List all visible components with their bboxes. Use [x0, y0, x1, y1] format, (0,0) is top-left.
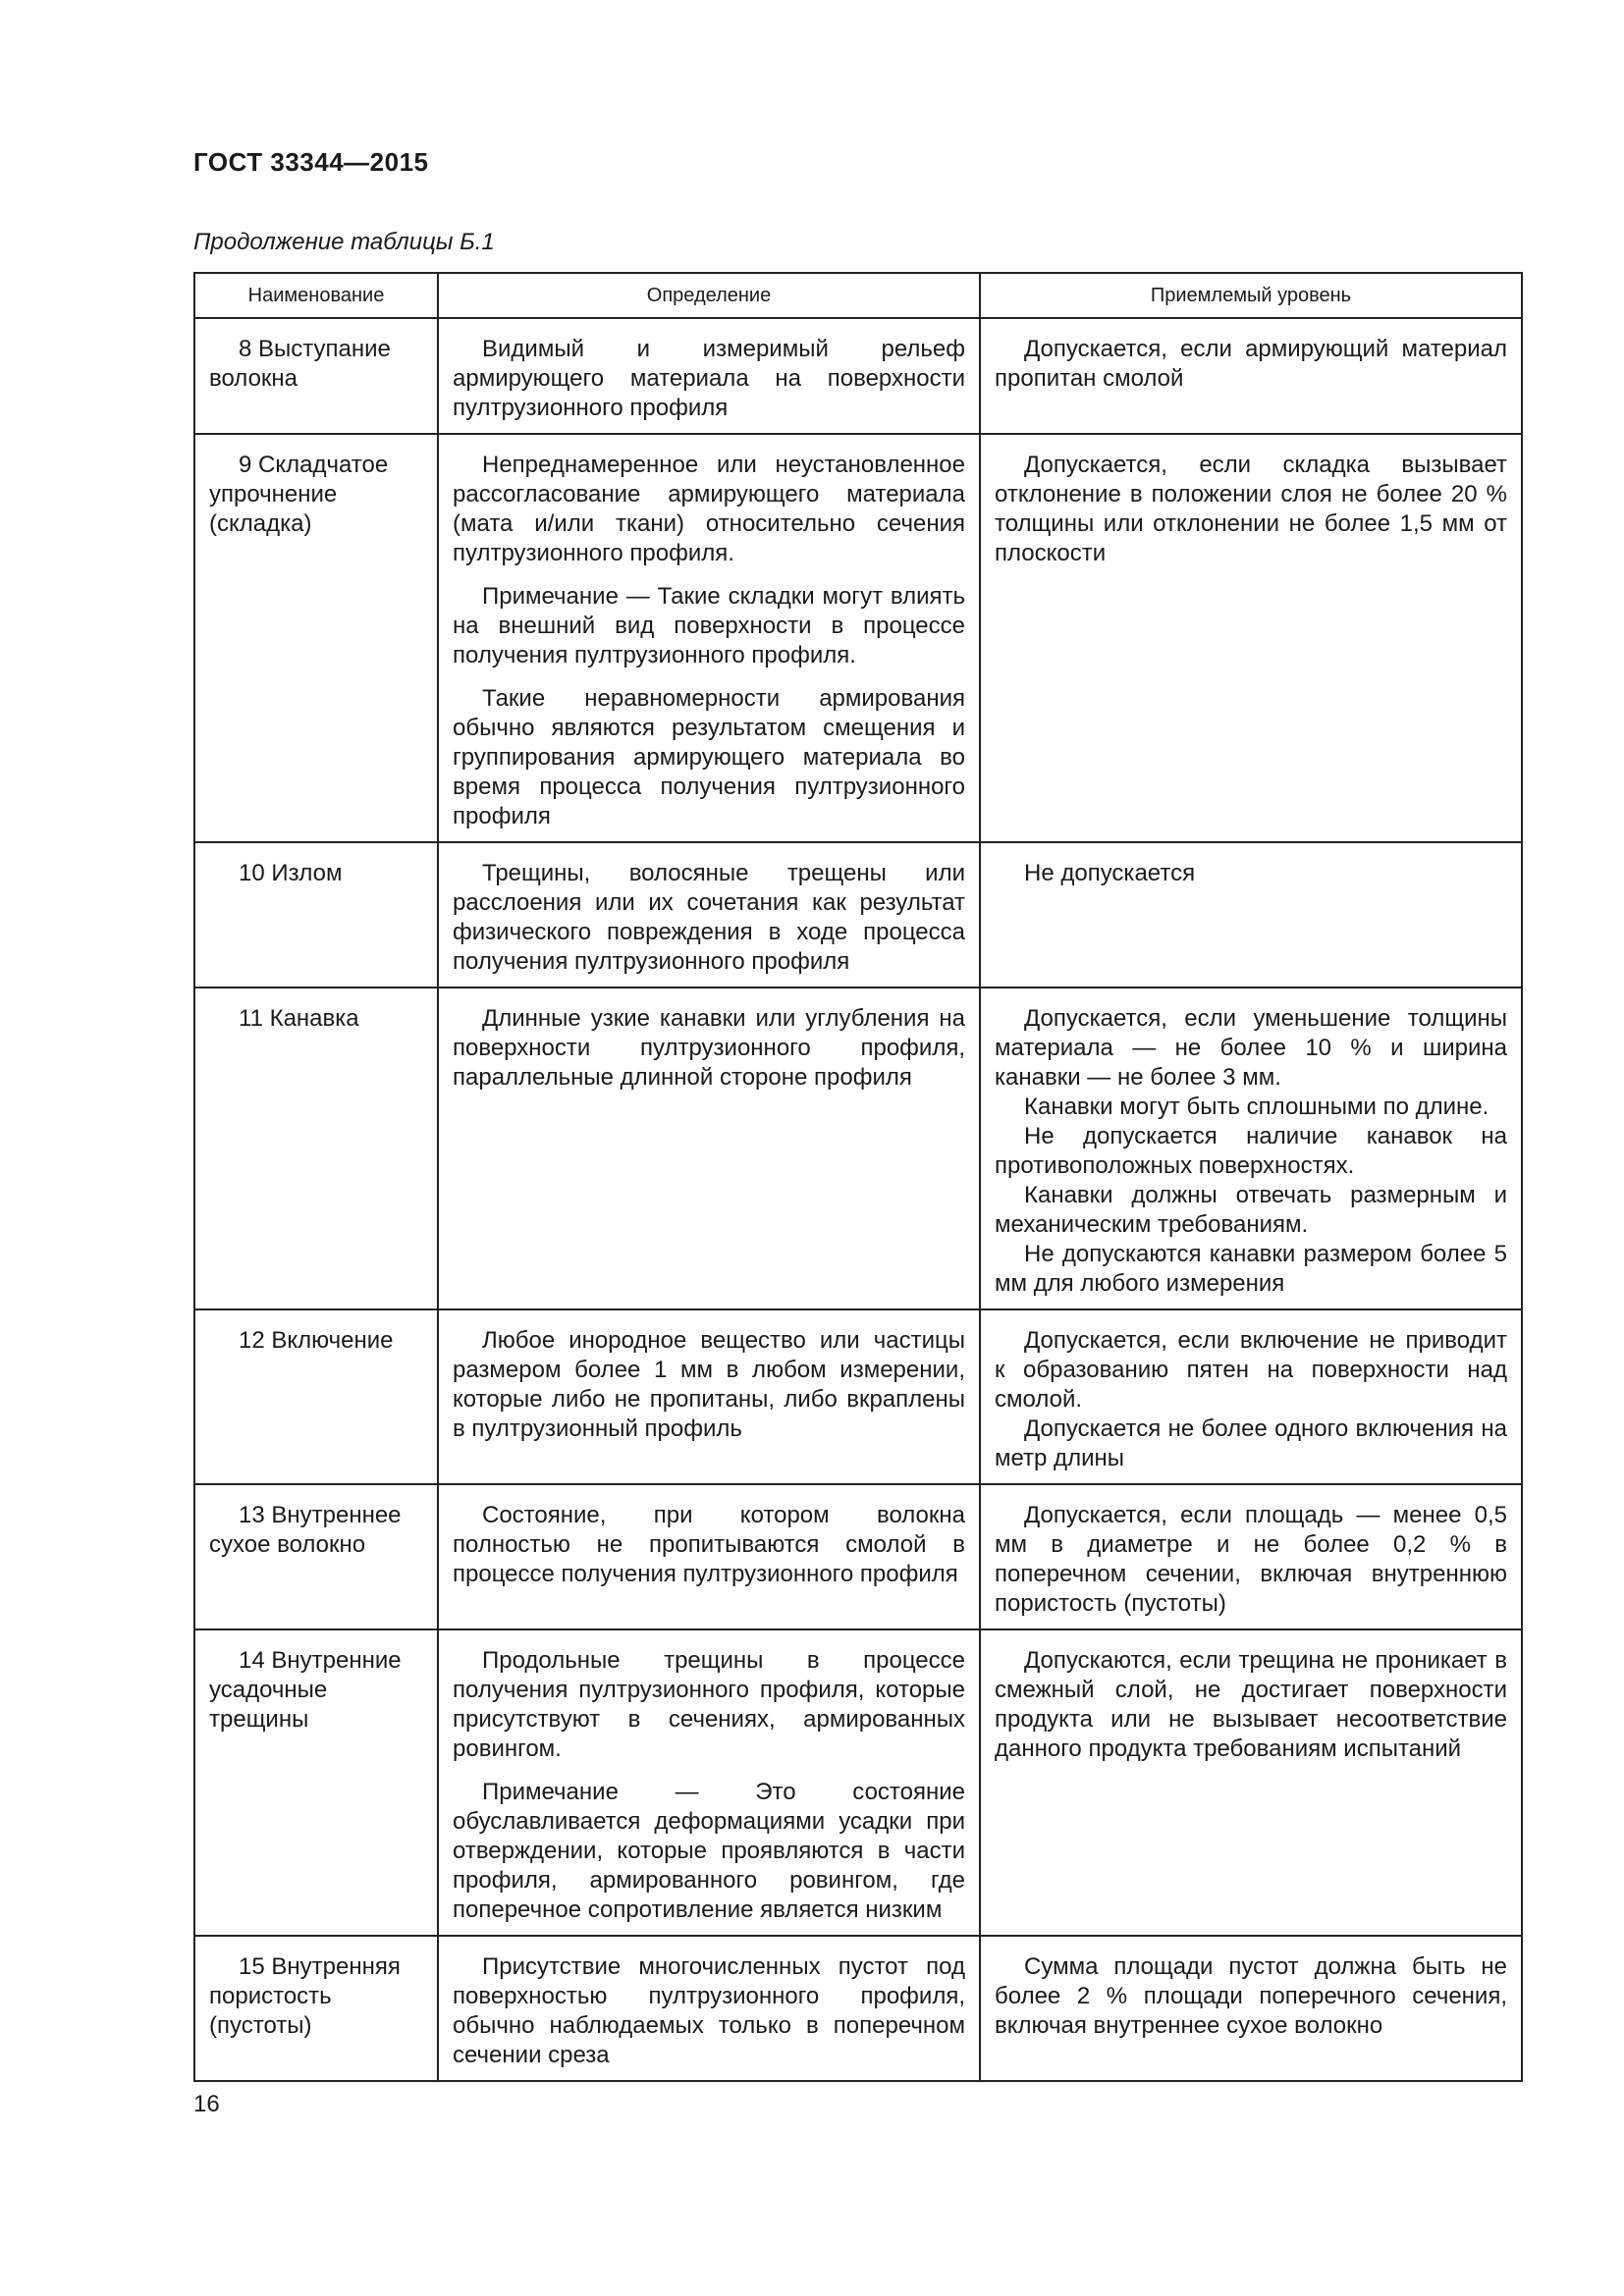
acceptable-level-text: Допускается не более одного включения на метр длины	[995, 1415, 1507, 1471]
defect-name-cell	[194, 1936, 438, 2081]
definition-cell	[438, 318, 980, 434]
table-header-row	[194, 273, 1522, 318]
defect-name: 9 Складчатое упрочнение (складка)	[209, 452, 389, 537]
acceptable-level-cell	[980, 988, 1522, 1309]
acceptable-level-text: Допускается, если площадь — менее 0,5 мм в диаметре и не более 0,2 % в поперечном сечении, включая внутреннюю пористость (пустоты)	[995, 1502, 1507, 1617]
acceptable-level-text: Допускается, если уменьшение толщины материала — не более 10 % и ширина канавки — не более 3 мм.	[995, 1005, 1507, 1091]
table-caption: Продолжение таблицы Б.1	[193, 229, 495, 255]
definition-paragraph: Состояние, при котором волокна полностью не пропитываются смолой в процессе получения пултрузионного профиля	[453, 1502, 965, 1587]
column-header-name: Наименование	[194, 273, 438, 318]
acceptable-level-cell	[980, 1484, 1522, 1629]
definition-cell	[438, 842, 980, 988]
definition-paragraph: Примечание — Такие складки могут влиять на внешний вид поверхности в процессе получения пултрузионного профиля.	[453, 583, 965, 668]
table-row	[194, 1484, 1522, 1629]
definition-paragraph: Присутствие многочисленных пустот под поверхностью пултрузионного профиля, обычно наблюдаемых только в поперечном сечении среза	[453, 1953, 965, 2068]
acceptable-level-text: Допускается, если армирующий материал пропитан смолой	[995, 336, 1507, 392]
defect-name: 15 Внутренняя пористость (пустоты)	[209, 1953, 401, 2039]
table-row	[194, 842, 1522, 988]
defect-name-cell	[194, 318, 438, 434]
acceptable-level-cell	[980, 842, 1522, 988]
acceptable-level-cell	[980, 1309, 1522, 1484]
column-header-level: Приемлемый уровень	[980, 273, 1522, 318]
table-body	[194, 318, 1522, 2081]
definition-paragraph: Трещины, волосяные трещены или расслоения или их сочетания как результат физического повреждения в ходе процесса получения пултрузионного профиля	[453, 860, 965, 975]
acceptable-level-text: Допускаются, если трещина не проникает в смежный слой, не достигает поверхности продукта или не вызывает несоответствие данного продукта требованиям испытаний	[995, 1647, 1507, 1762]
acceptable-level-text: Не допускаются канавки размером более 5 мм для любого измерения	[995, 1241, 1507, 1297]
acceptable-level-text: Допускается, если складка вызывает отклонение в положении слоя не более 20 % толщины или отклонении не более 1,5 мм от плоскости	[995, 452, 1507, 566]
definition-paragraph: Видимый и измеримый рельеф армирующего материала на поверхности пултрузионного профиля	[453, 336, 965, 421]
definition-paragraph: Длинные узкие канавки или углубления на поверхности пултрузионного профиля, параллельные длинной стороне профиля	[453, 1005, 965, 1091]
defect-name: 11 Канавка	[239, 1005, 359, 1032]
acceptable-level-cell	[980, 1629, 1522, 1936]
definition-cell	[438, 1309, 980, 1484]
table-row	[194, 318, 1522, 434]
acceptable-level-text: Не допускается наличие канавок на противоположных поверхностях.	[995, 1123, 1507, 1179]
table-row	[194, 1309, 1522, 1484]
definition-paragraph: Любое инородное вещество или частицы размером более 1 мм в любом измерении, которые либо не пропитаны, либо вкраплены в пултрузионный профиль	[453, 1327, 965, 1442]
acceptable-level-cell	[980, 1936, 1522, 2081]
column-header-definition: Определение	[438, 273, 980, 318]
acceptable-level-text: Сумма площади пустот должна быть не более 2 % площади поперечного сечения, включая внутреннее сухое волокно	[995, 1953, 1507, 2039]
defect-name: 10 Излом	[239, 860, 343, 886]
defect-name: 13 Внутреннее сухое волокно	[209, 1502, 402, 1558]
standard-number: ГОСТ 33344—2015	[193, 147, 429, 177]
acceptable-level-text: Канавки могут быть сплошными по длине.	[1024, 1094, 1489, 1120]
acceptable-level-cell	[980, 318, 1522, 434]
page-number: 16	[193, 2091, 220, 2117]
acceptable-level-text: Канавки должны отвечать размерным и механическим требованиям.	[995, 1182, 1507, 1238]
defect-name: 8 Выступание волокна	[209, 336, 391, 392]
defect-name-cell	[194, 1484, 438, 1629]
table-row	[194, 1936, 1522, 2081]
table-row	[194, 1629, 1522, 1936]
definition-paragraph: Такие неравномерности армирования обычно являются результатом смещения и группирования армирующего материала во время процесса получения пултрузионного профиля	[453, 685, 965, 829]
definition-paragraph: Непреднамеренное или неустановленное рассогласование армирующего материала (мата и/или ткани) относительно сечения пултрузионного профиля.	[453, 452, 965, 566]
table-row	[194, 988, 1522, 1309]
defect-name-cell	[194, 1309, 438, 1484]
acceptable-level-cell	[980, 434, 1522, 842]
defect-name-cell	[194, 988, 438, 1309]
definition-paragraph: Продольные трещины в процессе получения пултрузионного профиля, которые присутствуют в сечениях, армированных ровингом.	[453, 1647, 965, 1762]
defect-name-cell	[194, 842, 438, 988]
definition-cell	[438, 1629, 980, 1936]
defects-table	[193, 272, 1523, 2082]
definition-cell	[438, 1936, 980, 2081]
acceptable-level-text: Не допускается	[1024, 860, 1196, 886]
table-row	[194, 434, 1522, 842]
defect-name-cell	[194, 1629, 438, 1936]
definition-cell	[438, 1484, 980, 1629]
definition-cell	[438, 434, 980, 842]
acceptable-level-text: Допускается, если включение не приводит к образованию пятен на поверхности над смолой.	[995, 1327, 1507, 1413]
defect-name: 12 Включение	[239, 1327, 394, 1354]
definition-cell	[438, 988, 980, 1309]
definition-paragraph: Примечание — Это состояние обуславливается деформациями усадки при отверждении, которые проявляются в части профиля, армированного ровингом, где поперечное сопротивление является низким	[453, 1779, 965, 1923]
defect-name-cell	[194, 434, 438, 842]
defect-name: 14 Внутренние усадочные трещины	[209, 1647, 402, 1733]
